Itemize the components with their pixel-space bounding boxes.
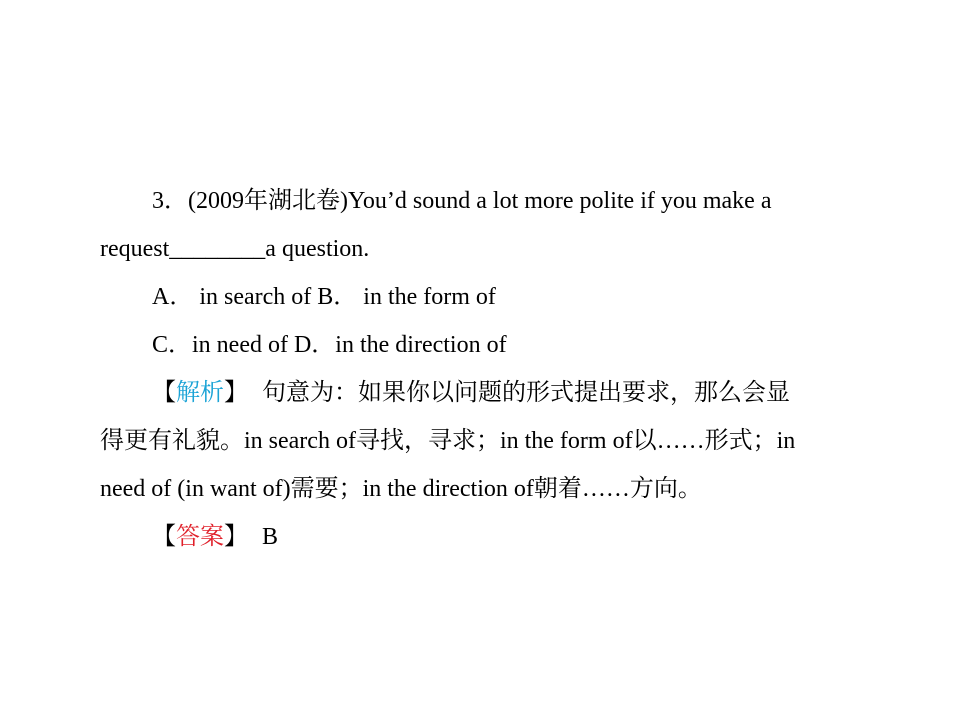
analysis-text-1: 句意为：如果你以问题的形式提出要求，那么会显 — [262, 380, 790, 406]
answer-open-bracket: 【 — [152, 524, 176, 550]
question-line-2: request________a question. — [100, 236, 370, 262]
analysis-label: 解析 — [176, 380, 224, 406]
answer-value: B — [262, 524, 279, 550]
analysis-line-2: 得更有礼貌。in search of寻找，寻求；in the form of以……形式；in — [100, 428, 796, 454]
analysis-close-bracket: 】 — [224, 380, 248, 406]
answer-label: 答案 — [176, 524, 224, 550]
options-line-1: A． in search of B． in the form of — [152, 284, 496, 310]
options-line-2: C．in need of D．in the direction of — [152, 332, 507, 358]
answer-line — [152, 522, 932, 552]
analysis-line-1 — [152, 378, 932, 408]
analysis-line-3: need of (in want of)需要；in the direction of朝着……方向。 — [100, 476, 702, 502]
question-line-1: 3．(2009年湖北卷)You’d sound a lot more polite if you make a — [152, 188, 772, 214]
analysis-open-bracket: 【 — [152, 380, 176, 406]
answer-close-bracket: 】 — [224, 524, 248, 550]
